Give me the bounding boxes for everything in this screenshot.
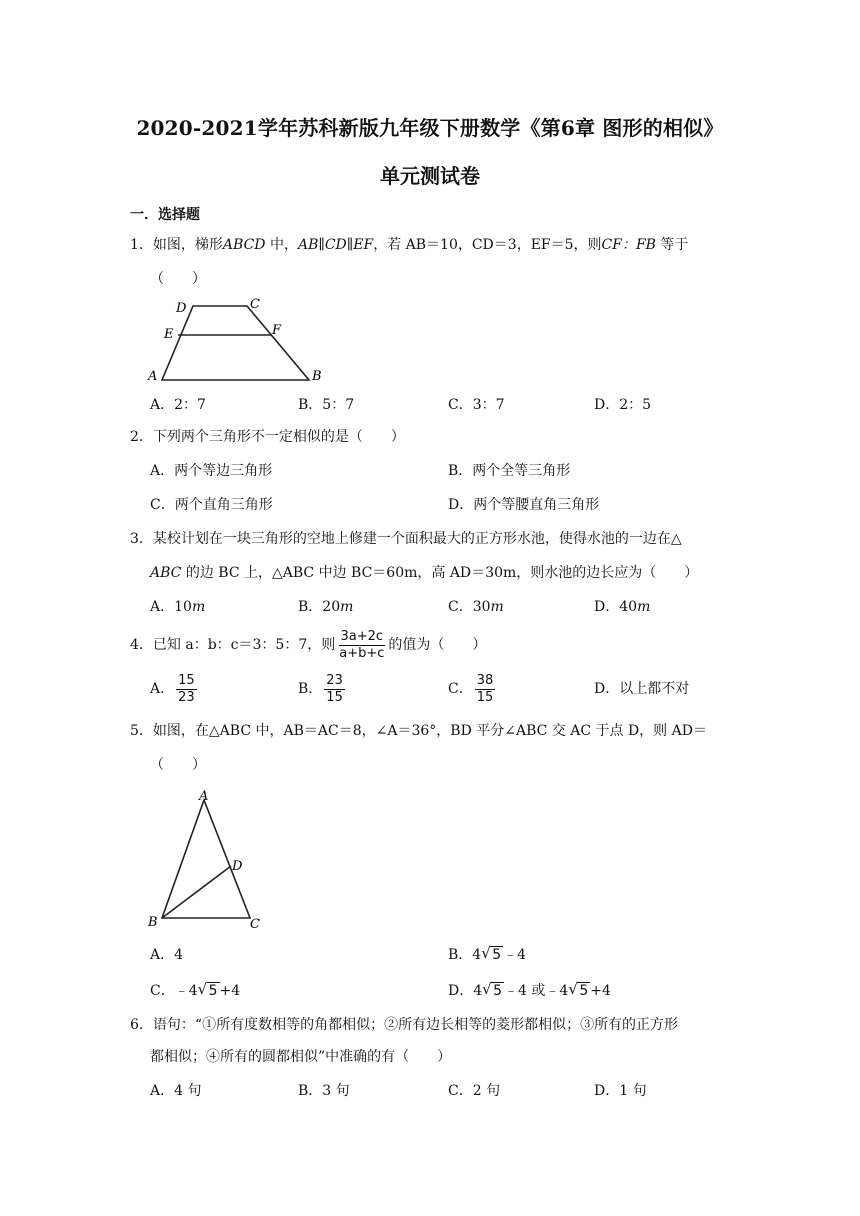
q4-option-b: B． $\frac{23}{15}$	[298, 672, 343, 705]
q2-option-b: B．两个全等三角形	[448, 463, 571, 479]
trapezoid-abcd	[162, 306, 309, 380]
triangle-figure	[146, 786, 266, 936]
sqrt-symbol: √ 5	[481, 944, 502, 963]
segment-bd	[162, 866, 231, 918]
question-2-stem: 2．下列两个三角形不一定相似的是（ ）	[130, 429, 405, 445]
q4-option-d: D．以上都不对	[594, 681, 690, 697]
label-f: F	[272, 323, 282, 338]
q3-option-c: C．30m	[448, 599, 504, 615]
question-5-paren: （ ）	[150, 757, 206, 773]
q3-option-a: A．10m	[150, 599, 206, 615]
q4-option-c: C． $\frac{38}{15}$	[448, 672, 494, 705]
q4-option-c-fraction: $\frac{38}{15}$	[476, 672, 494, 705]
q6-option-a: A．4 句	[150, 1083, 202, 1099]
q4-option-a: A． $\frac{15}{23}$	[150, 672, 195, 705]
exam-subtitle: 单元测试卷	[380, 164, 480, 188]
q5-option-d: D．4 √ 5 ﹣4 或﹣4 √ 5 +4	[448, 980, 611, 999]
sqrt-symbol: √ 5	[197, 980, 218, 999]
label-b: B	[148, 915, 158, 930]
q5-option-a: A．4	[150, 947, 184, 963]
sqrt-symbol: √ 5	[568, 980, 589, 999]
exam-title: 2020-2021学年苏科新版九年级下册数学《第6章 图形的相似》	[136, 116, 724, 140]
label-c: C	[250, 297, 260, 312]
trapezoid-figure	[146, 294, 326, 386]
q6-option-d: D．1 句	[594, 1083, 647, 1099]
q4-fraction: $\frac{3a+2c}{a+b+c}$	[339, 628, 385, 661]
q1-option-a: A．2：7	[150, 397, 206, 413]
q2-option-d: D．两个等腰直角三角形	[448, 497, 600, 513]
question-3-stem-line1: 3．某校计划在一块三角形的空地上修建一个面积最大的正方形水池，使得水池的一边在△	[130, 531, 682, 547]
q1-option-d: D．2：5	[594, 397, 652, 413]
question-1-paren: （ ）	[150, 271, 206, 287]
question-4-stem: 4．已知 a：b：c＝3：5：7，则 $\frac{3a+2c}{a+b+c}$ 的值为（ ）	[130, 628, 487, 661]
label-d: D	[176, 301, 187, 316]
label-c: C	[250, 917, 260, 932]
q5-option-b: B．4 √ 5 ﹣4	[448, 944, 527, 963]
label-b: B	[312, 369, 322, 384]
sqrt-symbol: √ 5	[482, 980, 503, 999]
section-heading: 一．选择题	[130, 207, 200, 223]
q1-option-c: C．3：7	[448, 397, 505, 413]
q4-option-a-fraction: $\frac{15}{23}$	[178, 672, 195, 705]
question-3-stem-line2: ABC 的边 BC 上，△ABC 中边 BC＝60m，高 AD＝30m，则水池的边长应为（ ）	[150, 565, 699, 581]
q2-option-c: C．两个直角三角形	[150, 497, 273, 513]
question-5-stem: 5．如图，在△ABC 中，AB＝AC＝8，∠A＝36°，BD 平分∠ABC 交 AC 于点 D，则 AD＝	[130, 723, 707, 739]
label-a: A	[148, 369, 158, 384]
question-6-stem-line2: 都相似；④所有的圆都相似”中准确的有（ ）	[150, 1049, 452, 1065]
label-a: A	[199, 789, 209, 804]
q2-option-a: A．两个等边三角形	[150, 463, 273, 479]
q5-option-c: C．﹣4 √ 5 +4	[150, 980, 241, 999]
label-e: E	[164, 327, 174, 342]
q6-option-b: B．3 句	[298, 1083, 350, 1099]
question-1-stem: 1．如图，梯形ABCD 中，AB∥CD∥EF，若 AB＝10，CD＝3，EF＝5，则CF：FB 等于	[130, 237, 689, 253]
label-d: D	[232, 859, 243, 874]
q3-option-d: D．40m	[594, 599, 651, 615]
q4-option-b-fraction: $\frac{23}{15}$	[326, 672, 343, 705]
q3-option-b: B．20m	[298, 599, 354, 615]
q6-option-c: C．2 句	[448, 1083, 501, 1099]
q1-option-b: B．5：7	[298, 397, 355, 413]
question-6-stem-line1: 6．语句：“①所有度数相等的角都相似；②所有边长相等的菱形都相似；③所有的正方形	[130, 1017, 679, 1033]
